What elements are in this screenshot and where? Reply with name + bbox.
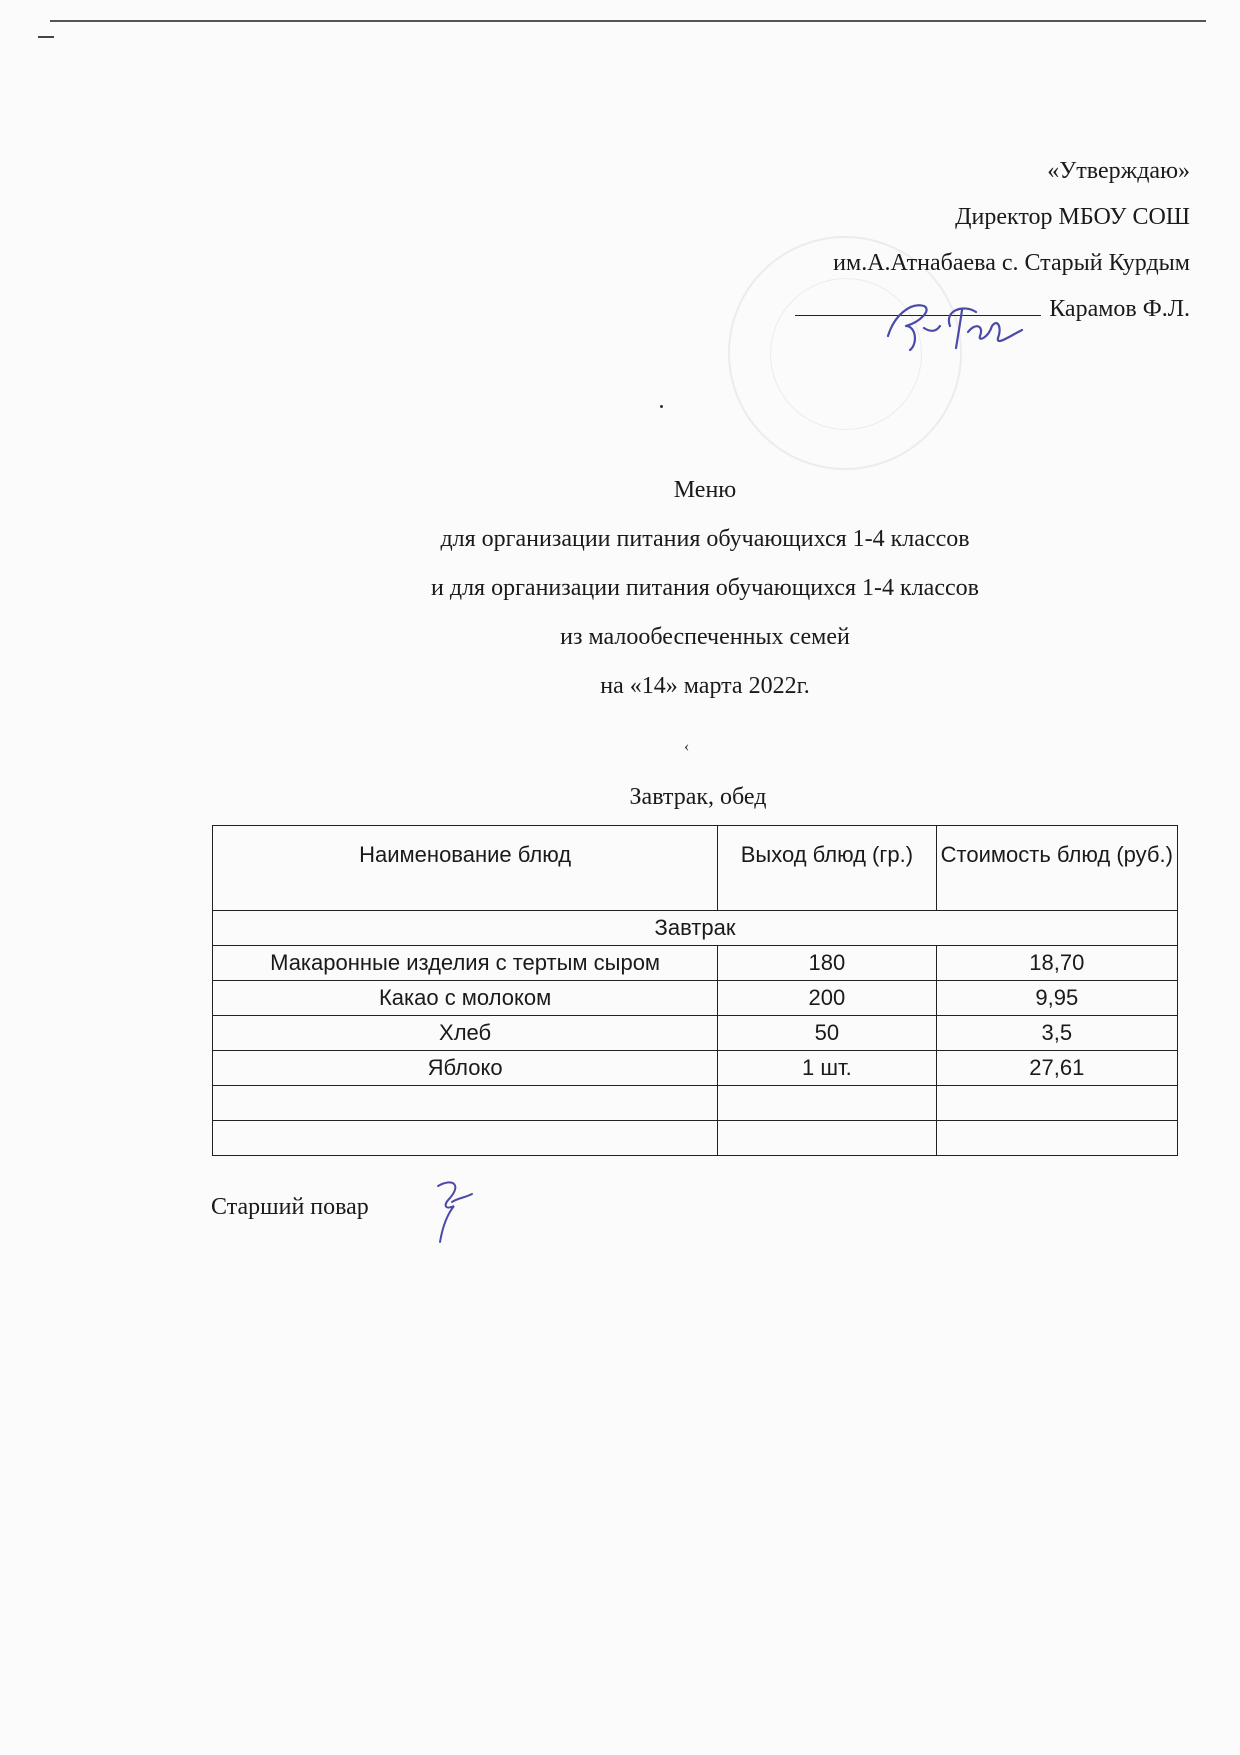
table-row [213, 946, 1178, 981]
dish-cost: 18,70 [936, 946, 1177, 981]
dish-cost: 9,95 [936, 981, 1177, 1016]
header-dish: Наименование блюд [213, 826, 718, 911]
table-row-empty [213, 1086, 1178, 1121]
menu-table [212, 825, 1178, 1156]
scan-mark [38, 36, 54, 38]
title-line: на «14» марта 2022г. [600, 673, 810, 699]
director-name: Карамов Ф.Л. [1049, 296, 1190, 322]
title-line: и для организации питания обучающихся 1-4 классов [431, 575, 979, 601]
section-row [213, 911, 1178, 946]
dish-name [213, 1086, 718, 1121]
dish-cost [936, 1086, 1177, 1121]
approval-position: Директор МБОУ СОШ [955, 204, 1190, 230]
speck [660, 405, 663, 408]
table-row [213, 981, 1178, 1016]
title-line: Меню [673, 477, 737, 503]
title-line: для организации питания обучающихся 1-4 классов [440, 526, 970, 552]
scan-edge-line [50, 20, 1206, 22]
approval-word: «Утверждаю» [1047, 158, 1190, 184]
dish-yield: 1 шт. [718, 1051, 936, 1086]
dish-name [213, 1121, 718, 1156]
dish-yield [718, 1121, 936, 1156]
meal-type-heading: Завтрак, обед [629, 784, 767, 810]
dish-yield: 180 [718, 946, 936, 981]
table-row [213, 1051, 1178, 1086]
approval-school: им.А.Атнабаева с. Старый Курдым [833, 250, 1190, 276]
table-row-empty [213, 1121, 1178, 1156]
header-yield: Выход блюд (гр.) [718, 826, 936, 911]
section-label: Завтрак [213, 911, 1178, 946]
document-title [0, 466, 1240, 711]
table-header-row [213, 826, 1178, 911]
table-row [213, 1016, 1178, 1051]
header-cost: Стоимость блюд (руб.) [936, 826, 1177, 911]
dish-name: Какао с молоком [213, 981, 718, 1016]
dish-name: Яблоко [213, 1051, 718, 1086]
dish-cost [936, 1121, 1177, 1156]
dish-name: Макаронные изделия с тертым сыром [213, 946, 718, 981]
chef-signature [428, 1176, 478, 1246]
director-signature [880, 296, 1030, 352]
dish-yield: 50 [718, 1016, 936, 1051]
pen-tick-mark: ‹ [684, 738, 690, 755]
dish-yield [718, 1086, 936, 1121]
chef-label: Старший повар [211, 1194, 369, 1220]
dish-yield: 200 [718, 981, 936, 1016]
title-line: из малообеспеченных семей [560, 624, 850, 650]
dish-name: Хлеб [213, 1016, 718, 1051]
dish-cost: 27,61 [936, 1051, 1177, 1086]
dish-cost: 3,5 [936, 1016, 1177, 1051]
